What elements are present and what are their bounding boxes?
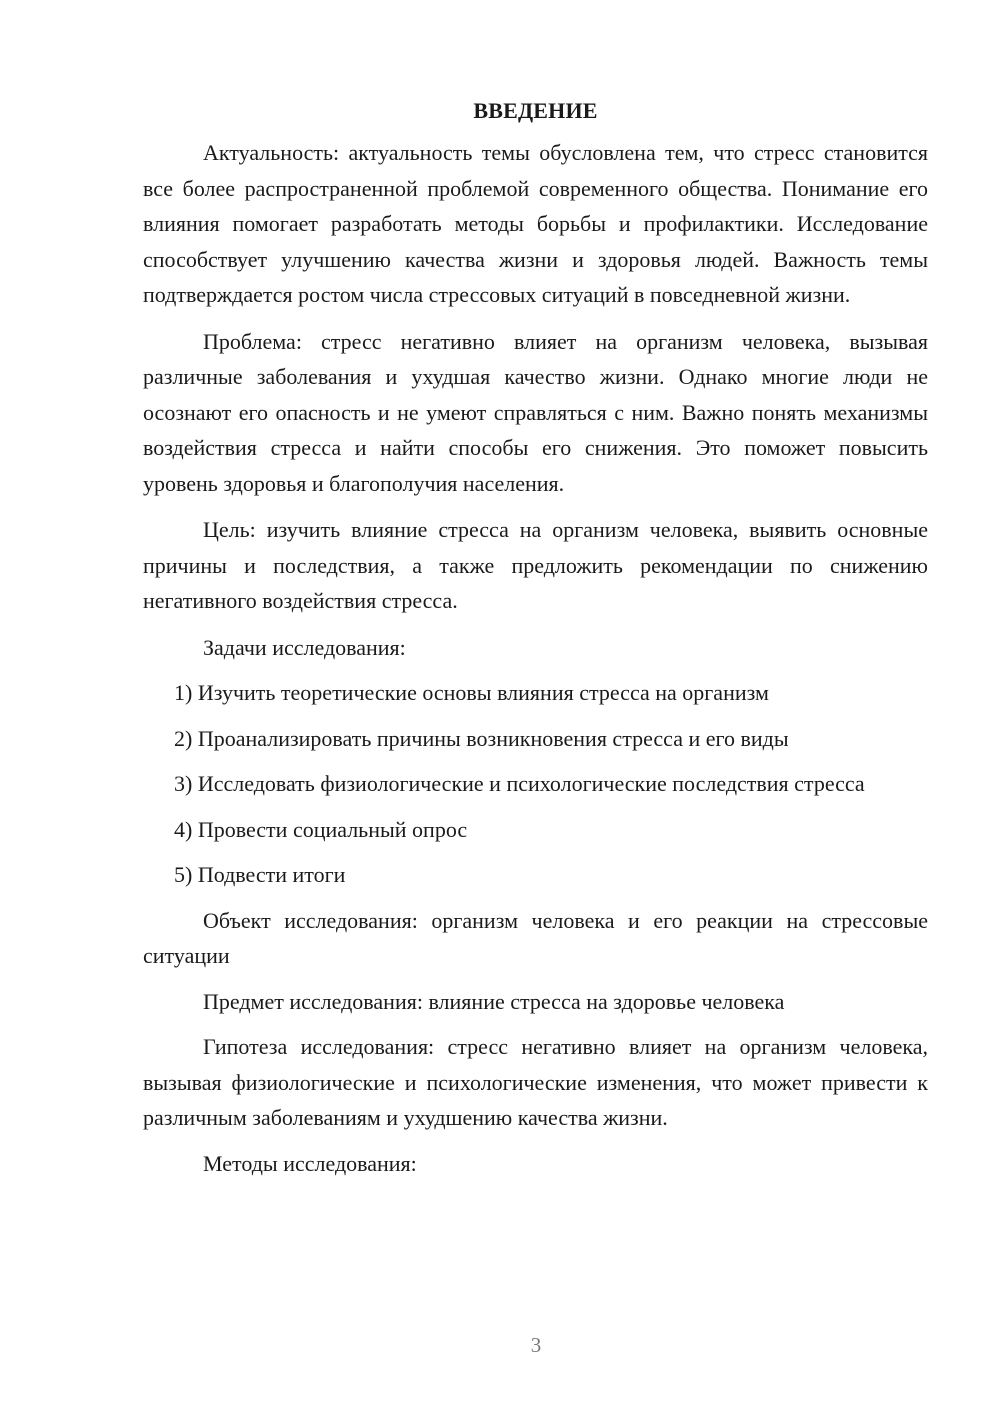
task-item-1: 1) Изучить теоретические основы влияния стресса на организм xyxy=(174,680,769,705)
paragraph-goal: Цель: изучить влияние стресса на организм человека, выявить основные причины и последствия, а также предложить рекомендации по снижению негативного воздействия стресса. xyxy=(143,517,928,613)
paragraph-object: Объект исследования: организм человека и его реакции на стрессовые ситуации xyxy=(143,907,928,968)
task-item-3: 3) Исследовать физиологические и психологические последствия стресса xyxy=(174,771,865,796)
page-number: 3 xyxy=(530,1333,542,1357)
task-item-4: 4) Провести социальный опрос xyxy=(174,816,468,842)
paragraph-tasks-heading: Задачи исследования: xyxy=(203,634,406,660)
paragraph-hypothesis: Гипотеза исследования: стресс негативно влияет на организм человека, вызывая физиологические и психологические изменения, что может привести к различным заболеваниям и ухудшению качества жизни. xyxy=(143,1034,928,1130)
page-title: ВВЕДЕНИЕ xyxy=(473,98,598,123)
paragraph-subject: Предмет исследования: влияние стресса на здоровье человека xyxy=(203,988,785,1014)
task-item-2: 2) Проанализировать причины возникновения стресса и его виды xyxy=(174,725,789,751)
paragraph-methods: Методы исследования: xyxy=(203,1150,417,1176)
task-item-5: 5) Подвести итоги xyxy=(174,862,346,887)
page-content xyxy=(143,93,928,1181)
paragraph-problem: Проблема: стресс негативно влияет на организм человека, вызывая различные заболевания и ухудшая качество жизни. Однако многие люди не осознают его опасность и не умеют справляться с ним. Важно понять механизмы воздействия стресса и найти способы его снижения. Это поможет повысить уровень здоровья и благополучия населения. xyxy=(143,328,928,496)
paragraph-relevance: Актуальность: актуальность темы обусловлена тем, что стресс становится все более распространенной проблемой современного общества. Понимание его влияния помогает разработать методы борьбы и профилактики. Исследование способствует улучшению качества жизни и здоровья людей. Важность темы подтверждается ростом числа стрессовых ситуаций в повседневной жизни. xyxy=(143,140,928,307)
